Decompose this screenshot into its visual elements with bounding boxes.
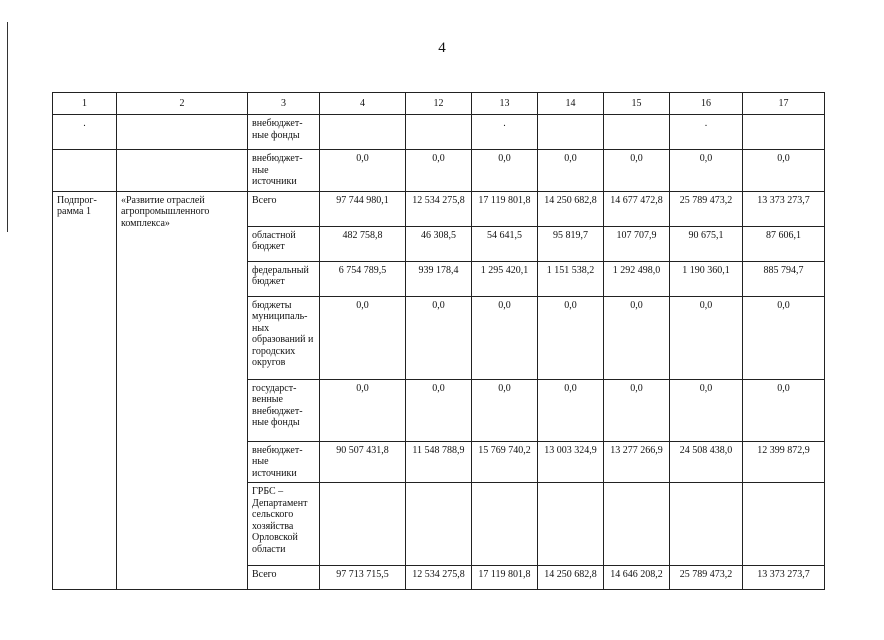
row-label: ГРБС – Департамент сельского хозяйства Орловской области [248,483,320,566]
value-cell: 0,0 [670,296,743,379]
value-cell: 0,0 [538,150,604,192]
row-label: бюджеты муниципаль- ных образований и городских округов [248,296,320,379]
table-cell [53,115,117,150]
value-cell: 14 646 208,2 [604,566,670,590]
value-cell: 0,0 [604,296,670,379]
value-cell: 46 308,5 [406,226,472,261]
value-cell: 0,0 [538,296,604,379]
value-cell: 14 250 682,8 [538,566,604,590]
row-label: федеральный бюджет [248,261,320,296]
value-cell: 13 373 273,7 [743,191,825,226]
table-cell [117,115,248,150]
value-cell: 0,0 [538,379,604,441]
header-cell: 17 [743,93,825,115]
header-cell: 13 [472,93,538,115]
dot-mark: . [503,118,506,129]
value-cell: 0,0 [320,379,406,441]
table-cell [743,483,825,566]
header-row [53,93,825,115]
value-cell: 54 641,5 [472,226,538,261]
value-cell: 0,0 [604,379,670,441]
value-cell: 12 534 275,8 [406,566,472,590]
value-cell: 0,0 [472,379,538,441]
table-cell [117,150,248,192]
value-cell: 482 758,8 [320,226,406,261]
header-cell: 2 [117,93,248,115]
table-cell [320,115,406,150]
subprogram-name: Подпрог- рамма 1 [53,191,117,590]
value-cell: 0,0 [472,296,538,379]
value-cell: 0,0 [604,150,670,192]
value-cell: 12 534 275,8 [406,191,472,226]
value-cell: 0,0 [406,379,472,441]
value-cell: 0,0 [743,150,825,192]
value-cell: 0,0 [743,296,825,379]
value-cell: 90 507 431,8 [320,441,406,483]
table-cell [670,483,743,566]
table-cell [604,483,670,566]
value-cell: 0,0 [472,150,538,192]
value-cell: 0,0 [670,150,743,192]
table-row [53,150,825,192]
value-cell: 13 373 273,7 [743,566,825,590]
row-label: внебюджет- ные источники [248,150,320,192]
value-cell: 17 119 801,8 [472,566,538,590]
header-cell: 12 [406,93,472,115]
row-label: государст- венные внебюджет- ные фонды [248,379,320,441]
row-label: внебюджет- ные фонды [248,115,320,150]
table-cell [538,115,604,150]
table-row [53,115,825,150]
header-cell: 3 [248,93,320,115]
row-label: внебюджет- ные источники [248,441,320,483]
subprogram-title: «Развитие отраслей агропромышленного комплекса» [117,191,248,590]
value-cell: 0,0 [406,296,472,379]
row-label: областной бюджет [248,226,320,261]
value-cell: 1 295 420,1 [472,261,538,296]
table-cell [320,483,406,566]
header-cell: 14 [538,93,604,115]
value-cell: 12 399 872,9 [743,441,825,483]
value-cell: 1 190 360,1 [670,261,743,296]
value-cell: 17 119 801,8 [472,191,538,226]
budget-table [52,92,825,590]
value-cell: 15 769 740,2 [472,441,538,483]
value-cell: 885 794,7 [743,261,825,296]
value-cell: 939 178,4 [406,261,472,296]
value-cell: 97 713 715,5 [320,566,406,590]
table-cell [53,150,117,192]
value-cell: 6 754 789,5 [320,261,406,296]
value-cell: 14 250 682,8 [538,191,604,226]
value-cell: 25 789 473,2 [670,191,743,226]
table-cell [472,483,538,566]
value-cell: 97 744 980,1 [320,191,406,226]
page-number: 4 [438,40,446,56]
table-cell [538,483,604,566]
row-label: Всего [248,566,320,590]
value-cell: 0,0 [670,379,743,441]
value-cell: 107 707,9 [604,226,670,261]
table-cell [406,483,472,566]
header-cell: 16 [670,93,743,115]
value-cell: 13 277 266,9 [604,441,670,483]
value-cell: 87 606,1 [743,226,825,261]
value-cell: 0,0 [743,379,825,441]
value-cell: 0,0 [406,150,472,192]
table-cell [743,115,825,150]
value-cell: 95 819,7 [538,226,604,261]
table-cell [670,115,743,150]
value-cell: 0,0 [320,150,406,192]
value-cell: 25 789 473,2 [670,566,743,590]
value-cell: 14 677 472,8 [604,191,670,226]
header-cell: 15 [604,93,670,115]
value-cell: 90 675,1 [670,226,743,261]
header-cell: 1 [53,93,117,115]
dot-mark: . [704,118,708,129]
value-cell: 1 151 538,2 [538,261,604,296]
dot-mark: . [83,118,86,129]
table-row [53,191,825,226]
table-cell [406,115,472,150]
table-cell [604,115,670,150]
row-label: Всего [248,191,320,226]
value-cell: 13 003 324,9 [538,441,604,483]
value-cell: 0,0 [320,296,406,379]
header-cell: 4 [320,93,406,115]
value-cell: 24 508 438,0 [670,441,743,483]
value-cell: 1 292 498,0 [604,261,670,296]
table-cell [472,115,538,150]
value-cell: 11 548 788,9 [406,441,472,483]
